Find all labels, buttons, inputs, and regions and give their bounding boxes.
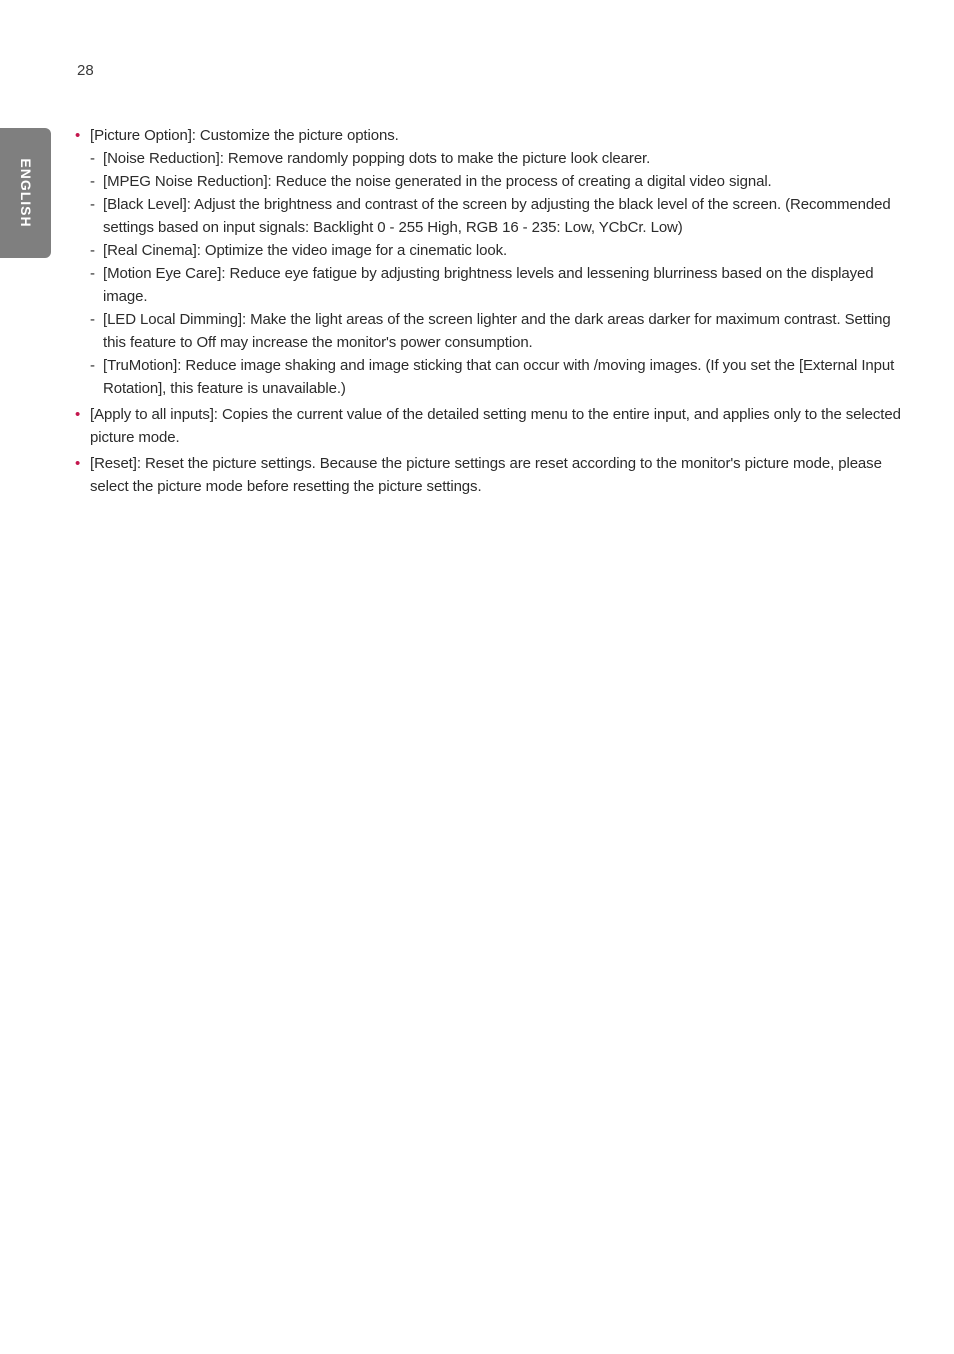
sub-item-text: [TruMotion]: Reduce image shaking and image sticking that can occur with /moving images. (If you set the [External Input Rotation], this feature is unavailable.) [103, 357, 895, 397]
language-tab-label: ENGLISH [18, 158, 34, 228]
bullet-list [75, 124, 907, 498]
sub-item-mpeg-noise-reduction [90, 170, 907, 193]
bullet-icon: • [75, 455, 81, 472]
sub-list-picture-option [90, 147, 907, 400]
bullet-icon: • [75, 406, 81, 423]
page-number: 28 [77, 62, 94, 79]
dash-icon: - [90, 242, 95, 259]
dash-icon: - [90, 265, 95, 282]
sub-item-text: [LED Local Dimming]: Make the light areas of the screen lighter and the dark areas darker for maximum contrast. Setting this feature to Off may increase the monitor's power consumption. [103, 311, 891, 351]
bullet-text: [Reset]: Reset the picture settings. Because the picture settings are reset according to the monitor's picture mode, please select the picture mode before resetting the picture settings. [90, 455, 882, 495]
dash-icon: - [90, 150, 95, 167]
sub-item-motion-eye-care [90, 262, 907, 308]
sub-item-text: [Motion Eye Care]: Reduce eye fatigue by adjusting brightness levels and lessening blurriness based on the displayed image. [103, 265, 874, 305]
sub-item-black-level [90, 193, 907, 239]
dash-icon: - [90, 357, 95, 374]
bullet-text: [Picture Option]: Customize the picture options. [90, 127, 399, 144]
sub-item-text: [Noise Reduction]: Remove randomly popping dots to make the picture look clearer. [103, 150, 651, 167]
sub-item-text: [MPEG Noise Reduction]: Reduce the noise generated in the process of creating a digital video signal. [103, 173, 772, 190]
sub-item-real-cinema [90, 239, 907, 262]
document-body [75, 124, 907, 501]
sub-item-trumotion [90, 354, 907, 400]
bullet-item-apply-to-all-inputs [75, 403, 907, 449]
dash-icon: - [90, 173, 95, 190]
sub-item-text: [Black Level]: Adjust the brightness and contrast of the screen by adjusting the black level of the screen. (Recommended settings based on input signals: Backlight 0 - 255 High, RGB 16 - 235: Low, YCbCr. Low) [103, 196, 891, 236]
sub-item-text: [Real Cinema]: Optimize the video image for a cinematic look. [103, 242, 508, 259]
bullet-item-picture-option [75, 124, 907, 400]
dash-icon: - [90, 196, 95, 213]
sub-item-led-local-dimming [90, 308, 907, 354]
dash-icon: - [90, 311, 95, 328]
sub-item-noise-reduction [90, 147, 907, 170]
bullet-icon: • [75, 127, 81, 144]
bullet-text: [Apply to all inputs]: Copies the current value of the detailed setting menu to the entire input, and applies only to the selected picture mode. [90, 406, 901, 446]
bullet-item-reset [75, 452, 907, 498]
